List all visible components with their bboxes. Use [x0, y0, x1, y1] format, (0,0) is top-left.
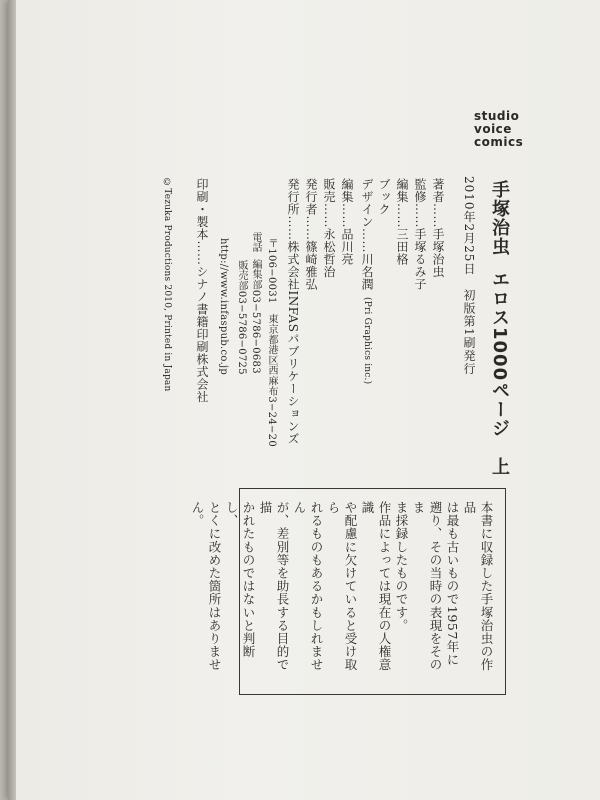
notice-line: 本書に収録した手塚治虫の作品 — [462, 501, 494, 672]
logo-line: comics — [474, 135, 524, 149]
publication-date-column — [463, 176, 475, 376]
credit-design — [361, 178, 373, 384]
publisher-address: 〒106−0031 東京都港区西麻布3−24−20 — [266, 238, 277, 447]
phone-sales: 販売部03−5786−0725 — [236, 260, 247, 375]
notice-line: ま採録したものです。 — [394, 501, 409, 632]
credit-editor-2: 編集……品川亮 — [340, 178, 354, 266]
notice-line: とくに改めた箇所はありません。 — [190, 501, 222, 672]
credit-publisher-person: 発行者……篠崎雅弘 — [304, 178, 318, 291]
credit-book-label: ブック — [377, 178, 391, 216]
page-edge — [8, 0, 16, 800]
studio-voice-comics-logo — [474, 110, 564, 149]
credit-publisher: 発行所……株式会社INFASパブリケーションズ — [286, 178, 300, 445]
copyright-notice: ©Tezuka Productions 2010, Printed in Japan — [162, 178, 172, 392]
logo-line: voice — [474, 122, 512, 136]
book-title: エロス1000ページ 上 — [489, 270, 510, 477]
notice-text — [189, 501, 495, 681]
credit-printing: 印刷・製本……シナノ書籍印刷株式会社 — [195, 178, 209, 403]
notice-line: 遡り、その当時の表現をそのま — [411, 501, 443, 672]
credit-supervisor: 監修……手塚るみ子 — [413, 178, 427, 291]
credit-design-company: (Pri Graphics inc.) — [362, 296, 372, 384]
notice-line: かれたものではないと判断し、 — [224, 501, 256, 659]
notice-line: 作品によっては現在の人権意識 — [360, 501, 392, 672]
colophon-page — [8, 0, 600, 800]
credit-editor-1: 編集……三田格 — [395, 178, 409, 266]
notice-line: が、差別等を助長する目的で描 — [258, 501, 290, 672]
book-author: 手塚治虫 — [489, 180, 510, 256]
phone-edit-column — [250, 232, 260, 374]
notice-line: や配慮に欠けていると受け取ら — [326, 501, 358, 672]
logo-line: studio — [474, 109, 520, 123]
notice-line: れるものもあるかもしれません — [292, 501, 324, 672]
credit-sales: 販売……永松哲治 — [322, 178, 336, 278]
publisher-url: http://www.infaspub.co.jp — [218, 238, 229, 376]
book-title-column — [490, 180, 508, 476]
phone-edit: 編集部03−5786−0683 — [250, 258, 261, 374]
notice-line: は最も古いもので1957年に — [445, 501, 460, 667]
publication-date: 2010年2月25日 — [462, 176, 476, 276]
credit-design-line: デザイン……川名潤 — [360, 178, 374, 291]
credit-author: 著者……手塚治虫 — [431, 178, 445, 278]
content-notice-box — [190, 488, 506, 695]
edition-text: 初版第1刷発行 — [462, 289, 476, 377]
phone-label: 電話 — [250, 232, 261, 253]
